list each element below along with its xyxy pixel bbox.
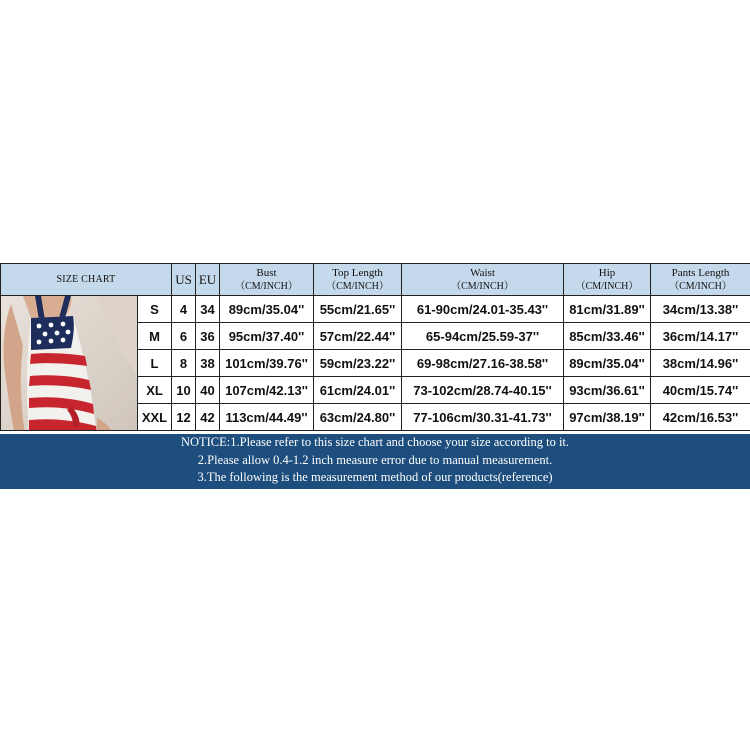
waist-cell: 65-94cm/25.59-37'' [402,323,564,350]
notice-line: 3.The following is the measurement method of our products(reference) [197,470,553,484]
col-header-waist: Waist （CM/INCH） [402,264,564,296]
waist-cell: 73-102cm/28.74-40.15'' [402,377,564,404]
col-header-bust: Bust （CM/INCH） [220,264,314,296]
header-row [1,264,750,296]
col-header-top-length: Top Length （CM/INCH） [314,264,402,296]
top-length-cell: 57cm/22.44'' [314,323,402,350]
us-cell: 6 [172,323,196,350]
bust-cell: 89cm/35.04'' [220,296,314,323]
hip-cell: 93cm/36.61'' [564,377,651,404]
top-length-cell: 59cm/23.22'' [314,350,402,377]
eu-cell: 36 [196,323,220,350]
us-cell: 12 [172,404,196,431]
bust-cell: 101cm/39.76'' [220,350,314,377]
pants-length-cell: 38cm/14.96'' [651,350,750,377]
top-length-cell: 63cm/24.80'' [314,404,402,431]
eu-cell: 42 [196,404,220,431]
notice-line: NOTICE:1.Please refer to this size chart and choose your size according to it. [180,435,570,449]
size-cell: M [138,323,172,350]
bust-cell: 107cm/42.13'' [220,377,314,404]
notice-box [0,434,750,489]
hip-cell: 85cm/33.46'' [564,323,651,350]
product-photo [1,296,138,431]
waist-cell: 69-98cm/27.16-38.58'' [402,350,564,377]
eu-cell: 38 [196,350,220,377]
waist-cell: 61-90cm/24.01-35.43'' [402,296,564,323]
waist-cell: 77-106cm/30.31-41.73'' [402,404,564,431]
size-chart [0,263,750,489]
col-header-pants-length: Pants Length （CM/INCH） [651,264,750,296]
pants-length-cell: 40cm/15.74'' [651,377,750,404]
hip-cell: 89cm/35.04'' [564,350,651,377]
hip-cell: 81cm/31.89'' [564,296,651,323]
eu-cell: 40 [196,377,220,404]
col-header-us: US [172,264,196,296]
size-cell: L [138,350,172,377]
size-cell: XL [138,377,172,404]
pants-length-cell: 34cm/13.38'' [651,296,750,323]
top-length-cell: 61cm/24.01'' [314,377,402,404]
col-header-hip: Hip （CM/INCH） [564,264,651,296]
table-row [1,296,750,323]
notice-line: 2.Please allow 0.4-1.2 inch measure error due to manual measurement. [197,452,553,467]
bust-cell: 113cm/44.49'' [220,404,314,431]
chart-title: SIZE CHART [1,264,172,296]
col-header-eu: EU [196,264,220,296]
us-cell: 10 [172,377,196,404]
hip-cell: 97cm/38.19'' [564,404,651,431]
eu-cell: 34 [196,296,220,323]
bust-cell: 95cm/37.40'' [220,323,314,350]
pants-length-cell: 36cm/14.17'' [651,323,750,350]
size-cell: XXL [138,404,172,431]
product-dress-icon [1,296,138,431]
pants-length-cell: 42cm/16.53'' [651,404,750,431]
us-cell: 8 [172,350,196,377]
top-length-cell: 55cm/21.65'' [314,296,402,323]
us-cell: 4 [172,296,196,323]
size-chart-table [0,263,750,431]
size-cell: S [138,296,172,323]
